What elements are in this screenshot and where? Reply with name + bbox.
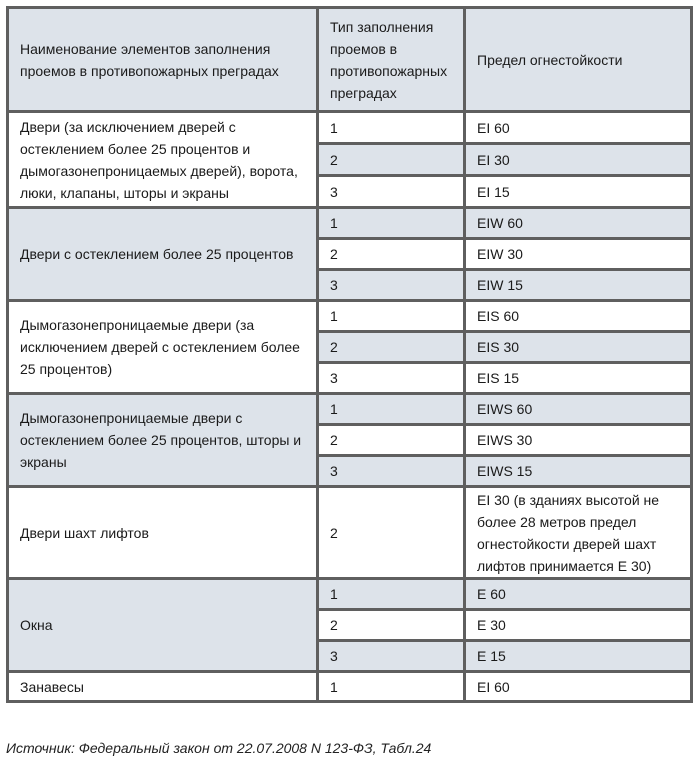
fill-type: 1: [319, 113, 463, 142]
fill-type: 3: [319, 271, 463, 299]
fill-type: 3: [319, 642, 463, 670]
element-name-smoke-doors: Дымогазонепроницаемые двери (за исключением дверей с остеклением более 25 процентов): [9, 302, 316, 392]
fill-type: 2: [319, 240, 463, 268]
fill-type: 1: [319, 209, 463, 237]
fire-limit: EIS 30: [466, 333, 690, 361]
fire-limit: EI 60: [466, 113, 690, 142]
fire-limit: EI 30: [466, 145, 690, 174]
fill-type: 3: [319, 457, 463, 485]
fill-type: 3: [319, 364, 463, 392]
table-row: [9, 302, 690, 330]
fill-type: 2: [319, 611, 463, 639]
source-caption: Источник: Федеральный закон от 22.07.2008 N 123-ФЗ, Табл.24: [6, 740, 432, 756]
table-row: [9, 673, 690, 700]
fire-limit: Е 30: [466, 611, 690, 639]
fire-limit: EIW 60: [466, 209, 690, 237]
header-fire-limit: Предел огнестойкости: [466, 9, 690, 110]
table-row: [9, 209, 690, 237]
header-fill-type: Тип заполнения проемов в противопожарных преградах: [319, 9, 463, 110]
fill-type: 2: [319, 488, 463, 577]
element-name-windows: Окна: [9, 580, 316, 670]
fire-limit: EI 60: [466, 673, 690, 700]
table-row: [9, 488, 690, 577]
element-name-glazed-smoke-doors: Дымогазонепроницаемые двери с остеклением более 25 процентов, шторы и экраны: [9, 395, 316, 485]
fire-limit: Е 15: [466, 642, 690, 670]
fire-limit: EIWS 30: [466, 426, 690, 454]
fire-limit: EIW 30: [466, 240, 690, 268]
fire-limit: EIW 15: [466, 271, 690, 299]
fire-limit: EIS 15: [466, 364, 690, 392]
fill-type: 1: [319, 673, 463, 700]
element-name-glazed-doors: Двери с остеклением более 25 процентов: [9, 209, 316, 299]
fill-type: 1: [319, 395, 463, 423]
fill-type: 2: [319, 426, 463, 454]
fire-limit: EIWS 60: [466, 395, 690, 423]
fire-resistance-table: [6, 6, 693, 703]
fill-type: 2: [319, 145, 463, 174]
element-name-curtains: Занавесы: [9, 673, 316, 700]
element-name-elevator-doors: Двери шахт лифтов: [9, 488, 316, 577]
table-row: [9, 113, 690, 142]
fill-type: 1: [319, 580, 463, 608]
header-row: [9, 9, 690, 110]
fire-limit: EIS 60: [466, 302, 690, 330]
fire-limit: EI 30 (в зданиях высотой не более 28 метров предел огнестойкости дверей шахт лифтов принимается Е 30): [466, 488, 690, 577]
fire-limit: EI 15: [466, 177, 690, 206]
fire-limit: Е 60: [466, 580, 690, 608]
element-name-doors: Двери (за исключением дверей с остеклением более 25 процентов и дымогазонепроницаемых дверей), ворота, люки, клапаны, шторы и экраны: [9, 113, 316, 206]
header-element-name: Наименование элементов заполнения проемов в противопожарных преградах: [9, 9, 316, 110]
fill-type: 2: [319, 333, 463, 361]
fill-type: 3: [319, 177, 463, 206]
table-row: [9, 395, 690, 423]
table-row: [9, 580, 690, 608]
fill-type: 1: [319, 302, 463, 330]
fire-limit: EIWS 15: [466, 457, 690, 485]
